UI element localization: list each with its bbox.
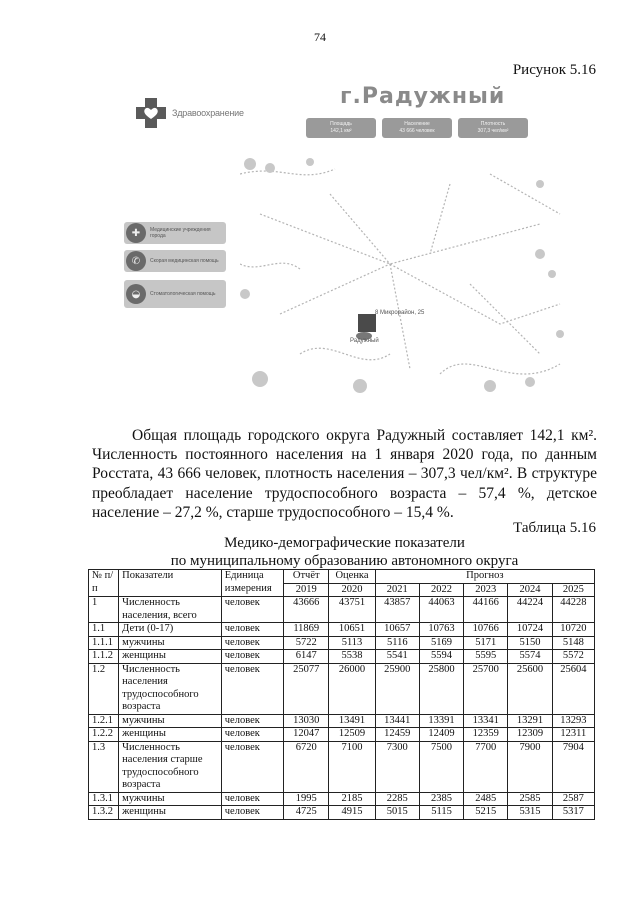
header-forecast: Прогноз <box>375 570 594 584</box>
table-row <box>89 623 595 637</box>
description-paragraph <box>92 426 597 522</box>
hospital-icon: ✚ <box>126 223 146 243</box>
row-number: 1.3.2 <box>89 806 119 820</box>
row-value: 7700 <box>464 741 508 792</box>
row-value: 5538 <box>329 650 375 664</box>
city-title: г.Радужный <box>340 84 506 109</box>
row-unit: человек <box>221 650 283 664</box>
table-row <box>89 597 595 623</box>
row-value: 44228 <box>552 597 594 623</box>
stat-box-area <box>306 118 376 138</box>
row-value: 25077 <box>284 663 329 714</box>
row-indicator: женщины <box>119 650 222 664</box>
row-value: 5171 <box>464 636 508 650</box>
table-title: Медико-демографические показатели <box>224 535 465 551</box>
row-value: 25600 <box>508 663 552 714</box>
row-value: 5315 <box>508 806 552 820</box>
row-value: 13291 <box>508 714 552 728</box>
header-year: 2021 <box>375 583 419 597</box>
row-value: 12309 <box>508 728 552 742</box>
header-year: 2023 <box>464 583 508 597</box>
row-value: 43751 <box>329 597 375 623</box>
table-row <box>89 636 595 650</box>
row-unit: человек <box>221 741 283 792</box>
row-value: 12311 <box>552 728 594 742</box>
row-value: 5215 <box>464 806 508 820</box>
tooth-icon: ◒ <box>126 284 146 304</box>
row-indicator: Дети (0-17) <box>119 623 222 637</box>
side-panel-dentistry <box>124 280 226 308</box>
row-value: 7300 <box>375 741 419 792</box>
row-value: 7904 <box>552 741 594 792</box>
row-value: 10657 <box>375 623 419 637</box>
demographic-table <box>88 569 595 820</box>
row-value: 2485 <box>464 792 508 806</box>
row-indicator: женщины <box>119 806 222 820</box>
header-year: 2024 <box>508 583 552 597</box>
header-year: 2020 <box>329 583 375 597</box>
row-value: 7900 <box>508 741 552 792</box>
row-value: 13441 <box>375 714 419 728</box>
row-number: 1.1.1 <box>89 636 119 650</box>
row-value: 2285 <box>375 792 419 806</box>
row-number: 1.3 <box>89 741 119 792</box>
table-row <box>89 728 595 742</box>
row-value: 12459 <box>375 728 419 742</box>
row-value: 5722 <box>284 636 329 650</box>
row-value: 6147 <box>284 650 329 664</box>
row-number: 1.2.1 <box>89 714 119 728</box>
row-value: 26000 <box>329 663 375 714</box>
table-subtitle: по муниципальному образованию автономного округа <box>170 553 519 569</box>
row-unit: человек <box>221 714 283 728</box>
stat-box-density <box>458 118 528 138</box>
city-map <box>240 154 570 399</box>
row-value: 4915 <box>329 806 375 820</box>
row-value: 4725 <box>284 806 329 820</box>
row-indicator: мужчины <box>119 714 222 728</box>
header-unit: Единица измерения <box>221 570 283 597</box>
header-year: 2022 <box>419 583 463 597</box>
row-unit: человек <box>221 636 283 650</box>
row-value: 5115 <box>419 806 463 820</box>
row-value: 25604 <box>552 663 594 714</box>
row-value: 12409 <box>419 728 463 742</box>
row-value: 5150 <box>508 636 552 650</box>
map-marker-label: Радужный <box>350 338 379 344</box>
stat-boxes <box>306 118 528 138</box>
table-row <box>89 792 595 806</box>
row-value: 10724 <box>508 623 552 637</box>
stat-title: Плотность <box>480 121 506 127</box>
side-panel-clinics <box>124 222 226 244</box>
row-value: 5541 <box>375 650 419 664</box>
row-value: 12359 <box>464 728 508 742</box>
row-value: 25800 <box>419 663 463 714</box>
row-value: 44063 <box>419 597 463 623</box>
header-report: Отчёт <box>284 570 329 584</box>
table-row <box>89 663 595 714</box>
row-value: 10766 <box>464 623 508 637</box>
row-value: 12509 <box>329 728 375 742</box>
row-value: 2587 <box>552 792 594 806</box>
paragraph-text: Общая площадь городского округа Радужный составляет 142,1 км². Численность постоянного населения на 1 января 2020 года, по данным Росстата, 43 666 человек, плотность населения – 307,3 чел/км². В структуре преобладает население трудоспособного возраста – 57,4 %, детское население – 27,2 %, старше трудоспособного – 15,4 %. <box>92 427 597 521</box>
row-value: 10763 <box>419 623 463 637</box>
row-value: 2585 <box>508 792 552 806</box>
figure-label: Рисунок 5.16 <box>512 62 596 78</box>
healthcare-logo <box>134 96 244 130</box>
row-value: 7500 <box>419 741 463 792</box>
stat-title: Население <box>404 121 430 127</box>
map-marker-icon <box>356 314 376 340</box>
side-panel-ambulance <box>124 250 226 272</box>
row-value: 5169 <box>419 636 463 650</box>
row-value: 43857 <box>375 597 419 623</box>
row-value: 44166 <box>464 597 508 623</box>
row-number: 1.3.1 <box>89 792 119 806</box>
ambulance-icon: ✆ <box>126 251 146 271</box>
row-value: 44224 <box>508 597 552 623</box>
stat-value: 142,1 км² <box>330 128 352 134</box>
map-address-label: 8 Микрорайон, 25 <box>375 310 425 316</box>
header-year: 2019 <box>284 583 329 597</box>
row-value: 5317 <box>552 806 594 820</box>
table-row <box>89 806 595 820</box>
stat-value: 43 666 человек <box>399 128 435 134</box>
table-row <box>89 741 595 792</box>
row-value: 13391 <box>419 714 463 728</box>
row-unit: человек <box>221 597 283 623</box>
logo-text: Здравоохранение <box>172 108 244 118</box>
header-indicator: Показатели <box>119 570 222 597</box>
row-indicator: Численность населения, всего <box>119 597 222 623</box>
row-value: 5572 <box>552 650 594 664</box>
row-value: 1995 <box>284 792 329 806</box>
row-value: 12047 <box>284 728 329 742</box>
row-value: 25900 <box>375 663 419 714</box>
stat-title: Площадь <box>330 121 352 127</box>
row-value: 5574 <box>508 650 552 664</box>
row-value: 10651 <box>329 623 375 637</box>
page-number: 74 <box>314 30 326 44</box>
row-value: 13341 <box>464 714 508 728</box>
table-row <box>89 714 595 728</box>
row-value: 25700 <box>464 663 508 714</box>
side-panel-label: Медицинские учреждения города <box>150 227 211 239</box>
row-indicator: женщины <box>119 728 222 742</box>
row-unit: человек <box>221 663 283 714</box>
row-value: 7100 <box>329 741 375 792</box>
row-number: 1.2 <box>89 663 119 714</box>
stat-value: 307,3 чел/км² <box>477 128 509 134</box>
header-year: 2025 <box>552 583 594 597</box>
row-value: 10720 <box>552 623 594 637</box>
row-value: 5113 <box>329 636 375 650</box>
row-value: 2385 <box>419 792 463 806</box>
row-unit: человек <box>221 792 283 806</box>
side-panel-label: Стоматологическая помощь <box>150 291 216 297</box>
row-value: 13293 <box>552 714 594 728</box>
header-no: № п/п <box>89 570 119 597</box>
row-unit: человек <box>221 806 283 820</box>
stat-box-population <box>382 118 452 138</box>
row-indicator: Численность населения трудоспособного возраста <box>119 663 222 714</box>
row-value: 5015 <box>375 806 419 820</box>
row-value: 5116 <box>375 636 419 650</box>
table-label: Таблица 5.16 <box>513 520 596 536</box>
row-value: 13491 <box>329 714 375 728</box>
row-indicator: мужчины <box>119 792 222 806</box>
side-panel-label: Скорая медицинская помощь <box>150 258 219 264</box>
row-value: 2185 <box>329 792 375 806</box>
row-value: 5148 <box>552 636 594 650</box>
row-number: 1.2.2 <box>89 728 119 742</box>
row-value: 13030 <box>284 714 329 728</box>
row-value: 6720 <box>284 741 329 792</box>
row-unit: человек <box>221 728 283 742</box>
row-value: 5595 <box>464 650 508 664</box>
row-value: 43666 <box>284 597 329 623</box>
figure-infographic <box>100 82 570 402</box>
row-value: 5594 <box>419 650 463 664</box>
row-indicator: Численность населения старше трудоспособного возраста <box>119 741 222 792</box>
row-value: 11869 <box>284 623 329 637</box>
medical-cross-heart-icon <box>134 96 168 130</box>
row-unit: человек <box>221 623 283 637</box>
table-row <box>89 650 595 664</box>
header-estimate: Оценка <box>329 570 375 584</box>
row-number: 1.1 <box>89 623 119 637</box>
row-number: 1.1.2 <box>89 650 119 664</box>
row-indicator: мужчины <box>119 636 222 650</box>
row-number: 1 <box>89 597 119 623</box>
table-header-row <box>89 570 595 584</box>
